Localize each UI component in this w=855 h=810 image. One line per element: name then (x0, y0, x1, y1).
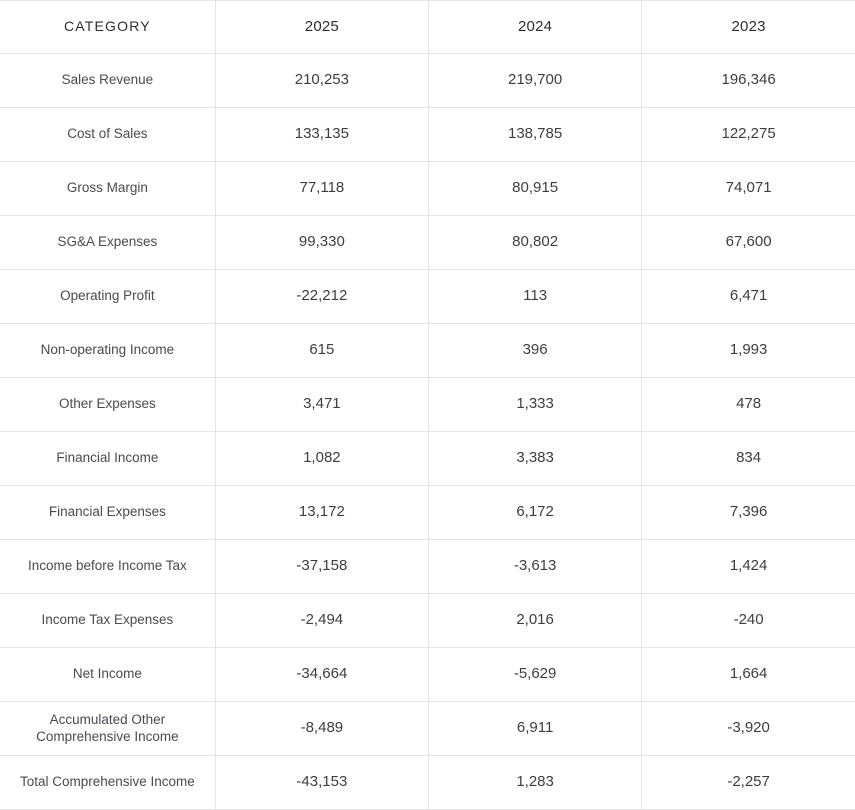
row-value-cell: 396 (428, 324, 641, 378)
row-value-cell: 219,700 (428, 54, 641, 108)
header-row (0, 1, 855, 54)
row-value-cell: -34,664 (215, 648, 428, 702)
row-category-cell: Other Expenses (0, 378, 215, 432)
column-header-category: CATEGORY (0, 1, 215, 54)
row-value-cell: -3,920 (642, 702, 855, 756)
row-category-cell: Cost of Sales (0, 108, 215, 162)
row-value-cell: 113 (428, 270, 641, 324)
row-value-cell: 196,346 (642, 54, 855, 108)
table-body (0, 54, 855, 810)
row-category-cell: Non-operating Income (0, 324, 215, 378)
row-category-cell: SG&A Expenses (0, 216, 215, 270)
row-value-cell: 834 (642, 432, 855, 486)
row-category-cell: Sales Revenue (0, 54, 215, 108)
row-value-cell: -37,158 (215, 540, 428, 594)
row-value-cell: 1,993 (642, 324, 855, 378)
row-value-cell: 67,600 (642, 216, 855, 270)
row-category-cell: Income Tax Expenses (0, 594, 215, 648)
table-row (0, 540, 855, 594)
column-header-year-2025: 2025 (215, 1, 428, 54)
table-row (0, 54, 855, 108)
row-value-cell: 6,911 (428, 702, 641, 756)
table-row (0, 648, 855, 702)
row-value-cell: 74,071 (642, 162, 855, 216)
table-row (0, 324, 855, 378)
table-row (0, 702, 855, 756)
table-header (0, 1, 855, 54)
row-value-cell: 210,253 (215, 54, 428, 108)
row-category-cell: Operating Profit (0, 270, 215, 324)
column-header-year-2024: 2024 (428, 1, 641, 54)
row-value-cell: 122,275 (642, 108, 855, 162)
table-row (0, 432, 855, 486)
table-row (0, 594, 855, 648)
row-category-cell: Gross Margin (0, 162, 215, 216)
row-value-cell: 1,424 (642, 540, 855, 594)
column-header-year-2023: 2023 (642, 1, 855, 54)
row-value-cell: 3,383 (428, 432, 641, 486)
row-value-cell: -3,613 (428, 540, 641, 594)
row-value-cell: 1,082 (215, 432, 428, 486)
row-value-cell: 7,396 (642, 486, 855, 540)
table-row (0, 162, 855, 216)
table-row (0, 108, 855, 162)
row-value-cell: 1,283 (428, 756, 641, 810)
row-value-cell: 13,172 (215, 486, 428, 540)
row-value-cell: -22,212 (215, 270, 428, 324)
row-value-cell: 1,333 (428, 378, 641, 432)
row-category-cell: Net Income (0, 648, 215, 702)
table-row (0, 270, 855, 324)
row-value-cell: 615 (215, 324, 428, 378)
row-category-cell: Financial Income (0, 432, 215, 486)
row-value-cell: -2,257 (642, 756, 855, 810)
table-row (0, 216, 855, 270)
row-value-cell: 3,471 (215, 378, 428, 432)
row-category-cell: Income before Income Tax (0, 540, 215, 594)
row-value-cell: 6,471 (642, 270, 855, 324)
table-row (0, 756, 855, 810)
row-value-cell: -43,153 (215, 756, 428, 810)
row-value-cell: 478 (642, 378, 855, 432)
row-value-cell: 133,135 (215, 108, 428, 162)
row-value-cell: 80,802 (428, 216, 641, 270)
row-value-cell: 77,118 (215, 162, 428, 216)
row-category-cell: Total Comprehensive Income (0, 756, 215, 810)
row-value-cell: 1,664 (642, 648, 855, 702)
row-value-cell: -8,489 (215, 702, 428, 756)
row-value-cell: 99,330 (215, 216, 428, 270)
row-category-cell: Accumulated Other Comprehensive Income (0, 702, 215, 756)
row-value-cell: 138,785 (428, 108, 641, 162)
table-row (0, 378, 855, 432)
table-row (0, 486, 855, 540)
row-value-cell: 6,172 (428, 486, 641, 540)
row-value-cell: -240 (642, 594, 855, 648)
row-value-cell: -2,494 (215, 594, 428, 648)
row-value-cell: -5,629 (428, 648, 641, 702)
row-category-cell: Financial Expenses (0, 486, 215, 540)
row-value-cell: 80,915 (428, 162, 641, 216)
row-value-cell: 2,016 (428, 594, 641, 648)
